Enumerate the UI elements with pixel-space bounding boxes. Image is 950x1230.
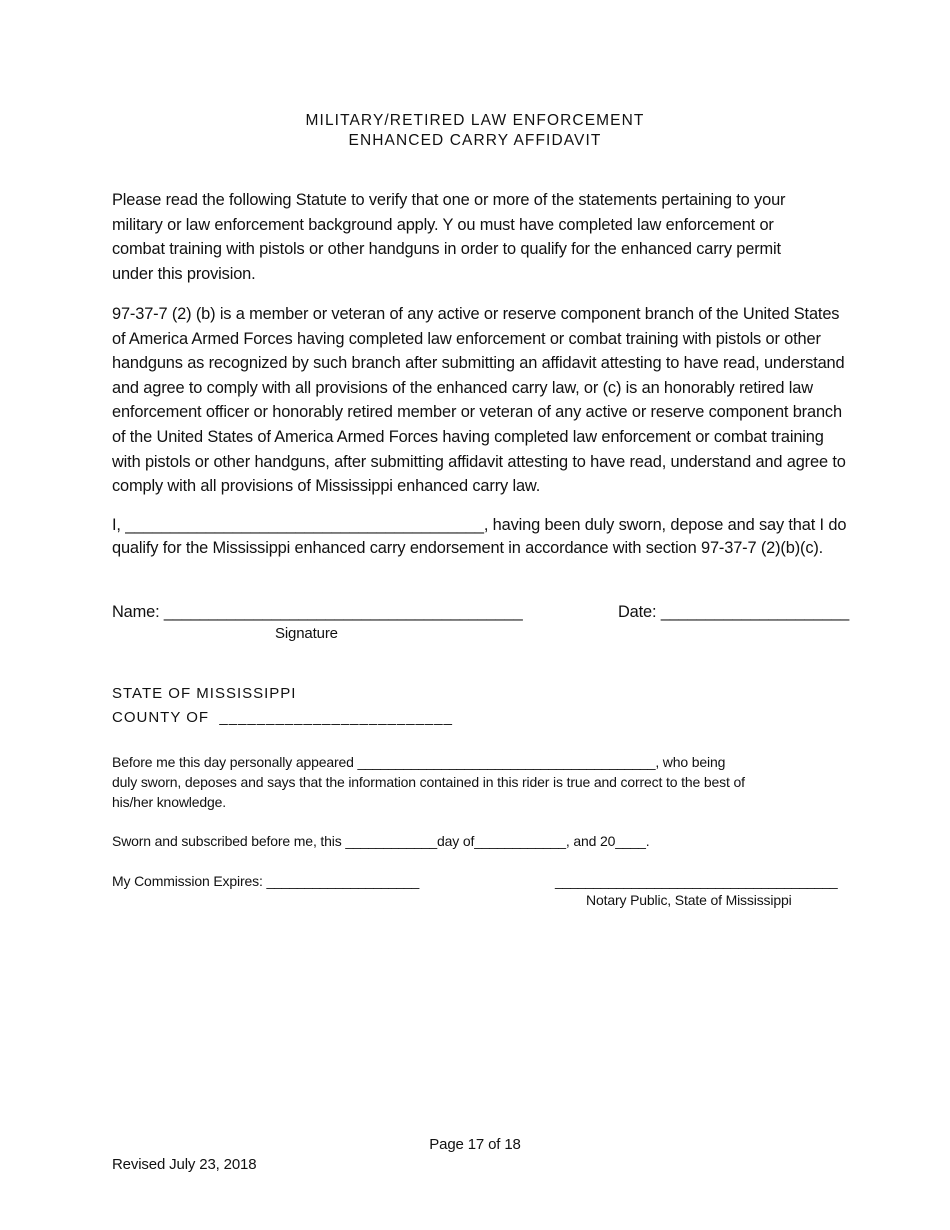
- appeared-paragraph: [112, 752, 745, 812]
- county-label: COUNTY OF _________________________: [112, 709, 453, 726]
- page-number: Page 17 of 18: [429, 1136, 521, 1153]
- county-field[interactable]: [112, 706, 453, 731]
- declaration-line: qualify for the Mississippi enhanced carry endorsement in accordance with section 97-37-7 (2)(b)(c).: [112, 539, 824, 557]
- document-title-line-2: ENHANCED CARRY AFFIDAVIT: [348, 132, 602, 149]
- revised-date: Revised July 23, 2018: [112, 1156, 257, 1173]
- state-label: STATE OF MISSISSIPPI: [112, 685, 297, 702]
- appeared-line: duly sworn, deposes and says that the information contained in this rider is true and correct to the best of: [112, 774, 745, 790]
- statute-line: handguns as recognized by such branch after submitting an affidavit attesting to have read, understand: [112, 354, 845, 373]
- statute-line: comply with all provisions of Mississippi enhanced carry law.: [112, 477, 541, 496]
- name-label: Name: ________________________________________: [112, 603, 523, 621]
- signature-caption: Signature: [275, 625, 338, 642]
- sworn-statement: Sworn and subscribed before me, this ____________day of____________, and 20____.: [112, 833, 650, 849]
- appeared-line: his/her knowledge.: [112, 794, 227, 810]
- statute-line: and agree to comply with all provisions of the enhanced carry law, or (c) is an honorably retired law: [112, 378, 813, 397]
- declaration-line: I, ________________________________________, having been duly sworn, depose and say that I do: [112, 516, 847, 534]
- statute-line: of the United States of America Armed Forces having completed law enforcement or combat training: [112, 427, 824, 446]
- intro-line: combat training with pistols or other handguns in order to qualify for the enhanced carry permit: [112, 240, 781, 259]
- date-label: Date: _____________________: [618, 603, 850, 621]
- statute-line: with pistols or other handguns, after submitting affidavit attesting to have read, understand and agree to: [112, 452, 846, 471]
- commission-expires-label: My Commission Expires: ____________________: [112, 873, 420, 889]
- document-title-line-1: MILITARY/RETIRED LAW ENFORCEMENT: [305, 112, 645, 129]
- notary-signature-line[interactable]: _____________________________________: [555, 873, 838, 889]
- notary-caption: Notary Public, State of Mississippi: [586, 892, 792, 908]
- statute-paragraph: [112, 302, 846, 499]
- appeared-line: Before me this day personally appeared _______________________________________, who being: [112, 754, 726, 770]
- name-signature-field[interactable]: [112, 600, 523, 625]
- declaration-paragraph: [112, 514, 846, 560]
- intro-line: military or law enforcement background apply. Y ou must have completed law enforcement or: [112, 215, 774, 234]
- intro-paragraph: [112, 188, 785, 286]
- statute-line: of America Armed Forces having completed law enforcement or combat training with pistols or other: [112, 329, 821, 348]
- statute-line: enforcement officer or honorably retired member or veteran of any active or reserve component branch: [112, 403, 842, 422]
- date-field[interactable]: [618, 600, 849, 625]
- commission-expires-field[interactable]: [112, 871, 419, 891]
- statute-line: 97-37-7 (2) (b) is a member or veteran of any active or reserve component branch of the United States: [112, 305, 840, 323]
- intro-line: Please read the following Statute to verify that one or more of the statements pertaining to your: [112, 191, 786, 209]
- intro-line: under this provision.: [112, 264, 256, 283]
